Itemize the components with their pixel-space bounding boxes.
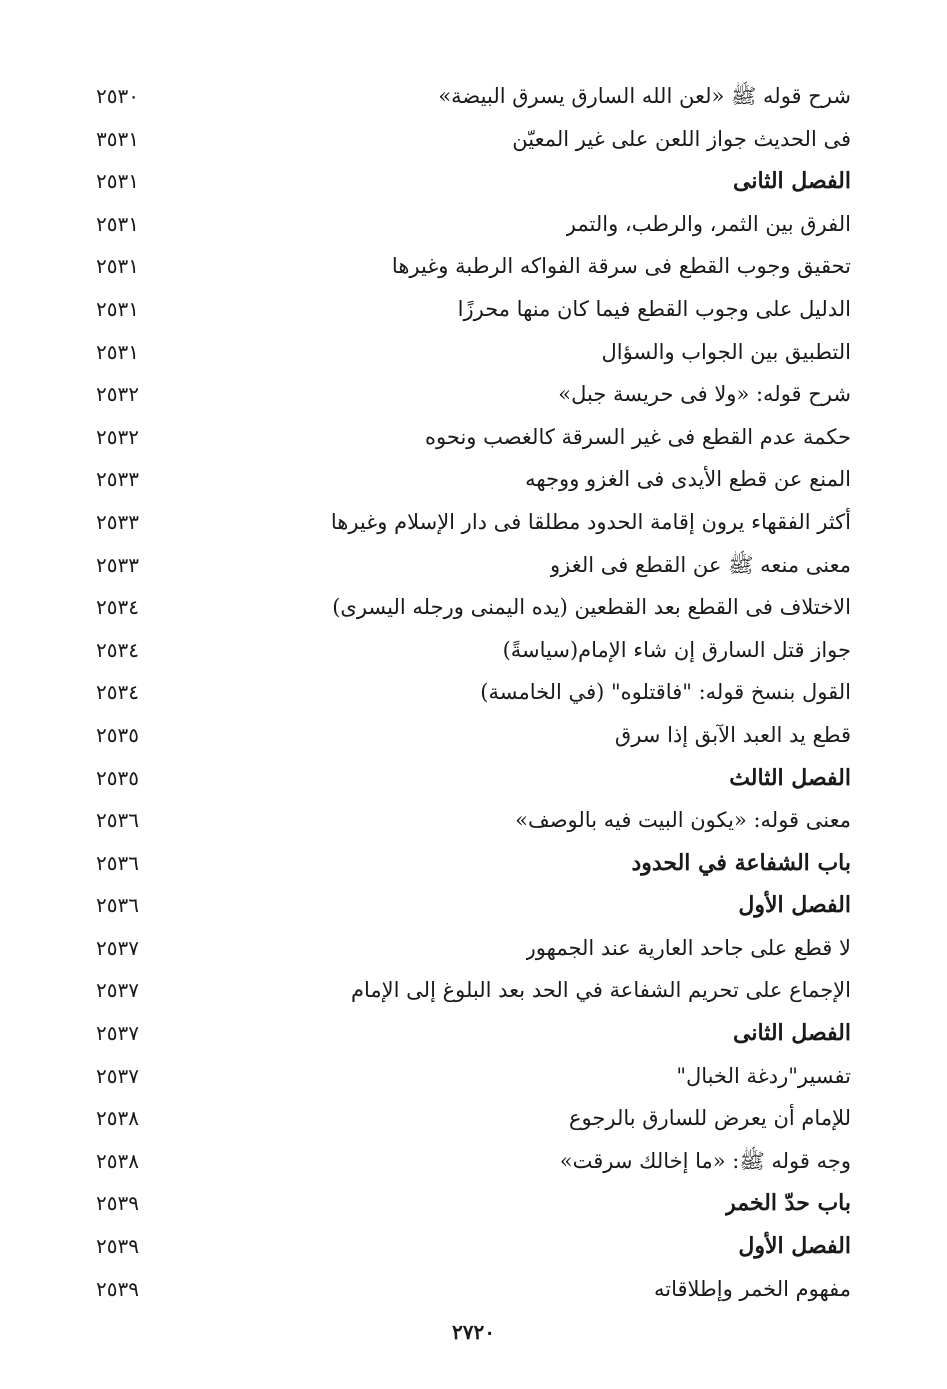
entry-page-number: ٢٥٣١ (96, 296, 139, 321)
toc-entry-row (0, 970, 947, 1013)
entry-page-number: ٢٥٣٣ (96, 467, 139, 492)
entry-title: قطع يد العبد الآبق إذا سرق (614, 722, 851, 747)
entry-page-number: ٢٥٣٩ (96, 1276, 139, 1301)
entry-page-number: ٢٥٣٤ (96, 595, 139, 620)
entry-title: للإمام أن يعرض للسارق بالرجوع (569, 1106, 851, 1131)
entry-page-number: ٢٥٣١ (96, 339, 139, 364)
section-heading: باب حدّ الخمر (725, 1190, 851, 1217)
toc-entry-row (0, 1269, 947, 1312)
section-heading: الفصل الأول (738, 892, 851, 919)
toc-entry-row (0, 1056, 947, 1099)
toc-entry-row (0, 800, 947, 843)
toc-heading-row (0, 1013, 947, 1056)
toc-entry-row (0, 374, 947, 417)
entry-title: الاختلاف فى القطع بعد القطعين (يده اليمنى ورجله اليسرى) (332, 595, 851, 620)
toc-entry-row (0, 289, 947, 332)
entry-page-number: ٢٥٣٥ (96, 765, 139, 790)
entry-page-number: ٢٥٣٦ (96, 808, 139, 833)
toc-heading-row (0, 1226, 947, 1269)
entry-page-number: ٢٥٣٨ (96, 1106, 139, 1131)
entry-title: لا قطع على جاحد العارية عند الجمهور (525, 935, 851, 960)
entry-title: جواز قتل السارق إن شاء الإمام(سياسةً) (502, 637, 851, 662)
entry-title: الإجماع على تحريم الشفاعة في الحد بعد البلوغ إلى الإمام (351, 978, 851, 1003)
entry-title: المنع عن قطع الأيدى فى الغزو ووجهه (525, 467, 851, 492)
toc-entry-row (0, 204, 947, 247)
entry-title: القول بنسخ قوله: "فاقتلوه" (في الخامسة) (480, 680, 851, 705)
toc-heading-row (0, 161, 947, 204)
toc-entry-row (0, 672, 947, 715)
entry-title: شرح قوله ﷺ «لعن الله السارق يسرق البيضة» (438, 84, 851, 108)
entry-title: معنى قوله: «يكون البيت فيه بالوصف» (515, 808, 851, 833)
entry-title: مفهوم الخمر وإطلاقاته (653, 1276, 851, 1301)
entry-title: شرح قوله: «ولا فى حريسة جبل» (558, 382, 851, 407)
section-heading: الفصل الثانى (733, 1020, 851, 1047)
entry-title: فى الحديث جواز اللعن على غير المعيّن (512, 126, 851, 151)
entry-title: حكمة عدم القطع فى غير السرقة كالغصب ونحوه (425, 424, 851, 449)
toc-entry-row (0, 332, 947, 375)
entry-title: معنى منعه ﷺ عن القطع فى الغزو (549, 552, 851, 577)
toc-heading-row (0, 885, 947, 928)
page-number: ٢٧٢٠ (452, 1320, 495, 1344)
toc-heading-row (0, 1183, 947, 1226)
entry-page-number: ٢٥٣٦ (96, 893, 139, 918)
entry-page-number: ٢٥٣٩ (96, 1234, 139, 1259)
entry-title: تفسير"ردغة الخبال" (676, 1063, 851, 1088)
entry-title: أكثر الفقهاء يرون إقامة الحدود مطلقا فى دار الإسلام وغيرها (330, 509, 851, 534)
entry-page-number: ٢٥٣٢ (96, 382, 139, 407)
entry-page-number: ٢٥٣٩ (96, 1191, 139, 1216)
toc-entry-row (0, 587, 947, 630)
entry-title: تحقيق وجوب القطع فى سرقة الفواكه الرطبة وغيرها (391, 254, 851, 279)
toc-entry-row (0, 417, 947, 460)
toc-entry-row (0, 119, 947, 162)
toc-entry-row (0, 1141, 947, 1184)
entry-page-number: ٢٥٣١ (96, 169, 139, 194)
toc-entry-row (0, 630, 947, 673)
section-heading: الفصل الثالث (729, 764, 851, 791)
section-heading: الفصل الأول (738, 1233, 851, 1260)
table-of-contents (0, 76, 947, 1311)
toc-heading-row (0, 843, 947, 886)
entry-page-number: ٢٥٣٣ (96, 552, 139, 577)
entry-page-number: ٢٥٣٧ (96, 1021, 139, 1046)
toc-heading-row (0, 758, 947, 801)
entry-page-number: ٢٥٣٤ (96, 637, 139, 662)
entry-page-number: ٢٥٣٢ (96, 424, 139, 449)
toc-entry-row (0, 928, 947, 971)
entry-page-number: ٢٥٣١ (96, 254, 139, 279)
toc-entry-row (0, 76, 947, 119)
entry-page-number: ٣٥٣١ (96, 126, 139, 151)
toc-entry-row (0, 459, 947, 502)
entry-page-number: ٢٥٣٧ (96, 1063, 139, 1088)
toc-entry-row (0, 1098, 947, 1141)
toc-entry-row (0, 715, 947, 758)
entry-title: الدليل على وجوب القطع فيما كان منها محرزًا (457, 296, 851, 321)
entry-page-number: ٢٥٣٧ (96, 935, 139, 960)
entry-title: الفرق بين الثمر، والرطب، والتمر (565, 211, 851, 236)
entry-page-number: ٢٥٣٦ (96, 850, 139, 875)
entry-page-number: ٢٥٣٧ (96, 978, 139, 1003)
entry-page-number: ٢٥٣٥ (96, 722, 139, 747)
entry-title: وجه قوله ﷺ: «ما إخالك سرقت» (559, 1148, 851, 1173)
entry-page-number: ٢٥٣٨ (96, 1148, 139, 1173)
entry-title: التطبيق بين الجواب والسؤال (601, 339, 851, 364)
entry-page-number: ٢٥٣١ (96, 211, 139, 236)
entry-page-number: ٢٥٣٤ (96, 680, 139, 705)
section-heading: الفصل الثانى (733, 168, 851, 195)
toc-entry-row (0, 246, 947, 289)
toc-entry-row (0, 502, 947, 545)
entry-page-number: ٢٥٣٣ (96, 509, 139, 534)
entry-page-number: ٢٥٣٠ (96, 84, 139, 108)
section-heading: باب الشفاعة في الحدود (631, 849, 851, 876)
toc-entry-row (0, 545, 947, 588)
